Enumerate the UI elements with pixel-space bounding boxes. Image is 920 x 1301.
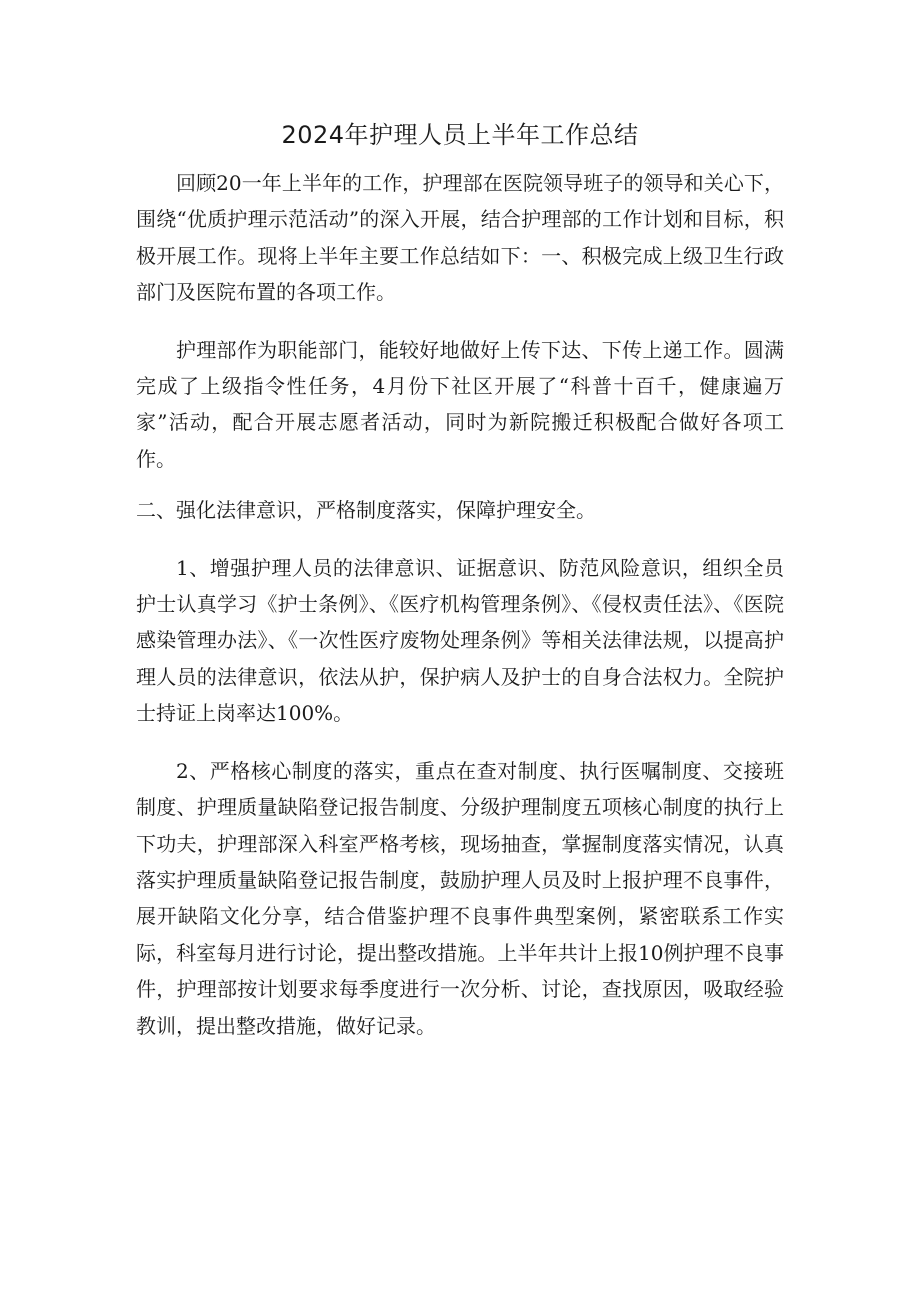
document-body [136,165,784,1044]
section-heading-legal-awareness: 二、强化法律意识，严格制度落实，保障护理安全。 [136,498,596,523]
document-title: 2024年护理人员上半年工作总结 [281,121,639,149]
paragraph-item-1: 1、增强护理人员的法律意识、证据意识、防范风险意识，组织全员护士认真学习《护士条例》、《医疗机构管理条例》、《侵权责任法》、《医院感染管理办法》、《一次性医疗废物处理条例》等相关法律法规，以提高护理人员的法律意识，依法从护，保护病人及护士的自身合法权力。全院护士持证上岗率达100%。 [136,555,784,726]
paragraph-department-work: 护理部作为职能部门，能较好地做好上传下达、下传上递工作。圆满完成了上级指令性任务，4月份下社区开展了“科普十百千，健康遍万家”活动，配合开展志愿者活动，同时为新院搬迁积极配合做好各项工作。 [136,337,784,471]
paragraph-item-2: 2、严格核心制度的落实，重点在查对制度、执行医嘱制度、交接班制度、护理质量缺陷登记报告制度、分级护理制度五项核心制度的执行上下功夫，护理部深入科室严格考核，现场抽查，掌握制度落实情况，认真落实护理质量缺陷登记报告制度，鼓励护理人员及时上报护理不良事件，展开缺陷文化分享，结合借鉴护理不良事件典型案例，紧密联系工作实际，科室每月进行讨论，提出整改措施。上半年共计上报10例护理不良事件，护理部按计划要求每季度进行一次分析、讨论，查找原因，吸取经验教训，提出整改措施，做好记录。 [136,758,784,1038]
paragraph-intro: 回顾20一年上半年的工作，护理部在医院领导班子的领导和关心下，围绕“优质护理示范活动”的深入开展，结合护理部的工作计划和目标，积极开展工作。现将上半年主要工作总结如下：一、积极完成上级卫生行政部门及医院布置的各项工作。 [136,171,784,305]
